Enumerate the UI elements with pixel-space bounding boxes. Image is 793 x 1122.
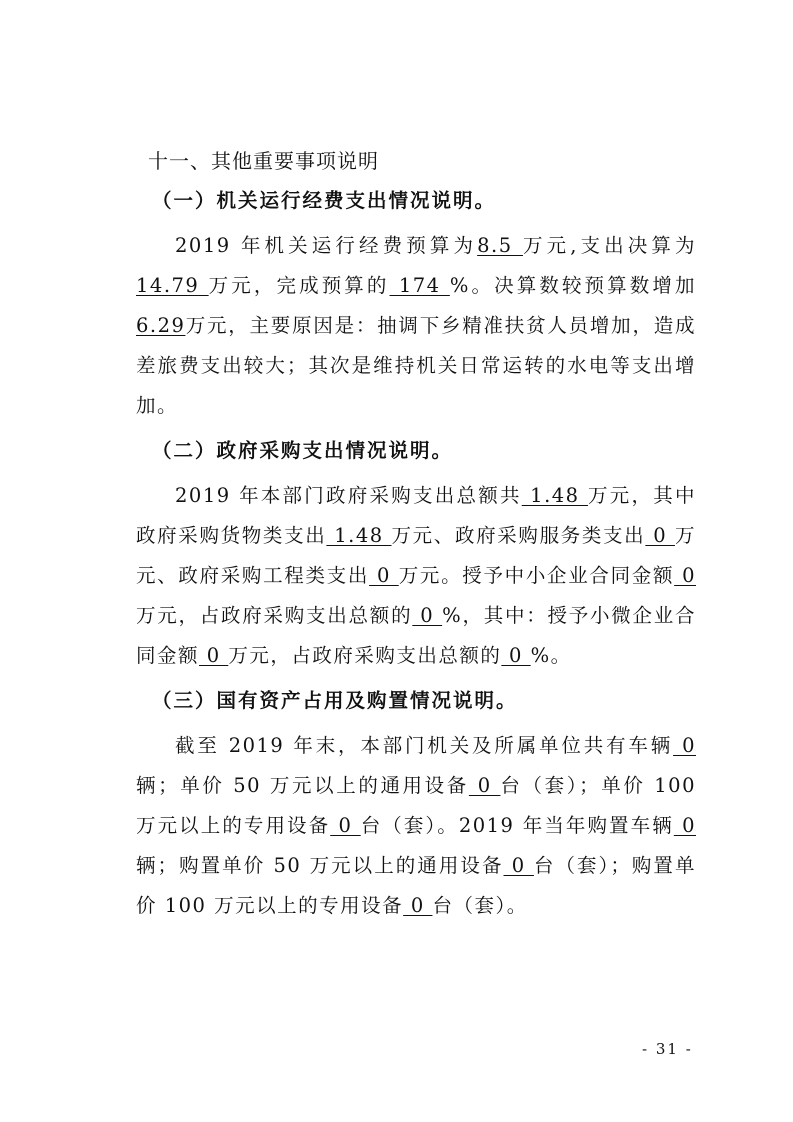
goods-value: 1.48 [326,524,392,547]
subsection-title-operating-expenses: （一）机关运行经费支出情况说明。 [152,189,497,212]
text: 台（套）。2019 年当年购置车辆 [360,814,674,837]
micro-share: 0 [501,644,531,667]
text: 台（套）；购置单价 100 万元以上的专用设备 [136,854,696,917]
text: 万元，主要原因是：抽调下乡精准扶贫人员增加，造成差旅费支出较大；其次是维持机关日常运转的水电等支出增加。 [136,314,696,417]
paragraph-assets [136,726,696,926]
document-body [136,146,696,936]
sme-share: 0 [412,604,443,627]
text: 万元，完成预算的 [208,274,390,297]
text: 2019 年机关运行经费预算为 [175,234,478,257]
page-number: - 31 - [642,1040,693,1058]
text: 台（套）。 [432,894,528,917]
services-value: 0 [645,524,675,547]
subsection-title-assets: （三）国有资产占用及购置情况说明。 [152,689,518,712]
paragraph-procurement [136,476,696,676]
text: 2019 年本部门政府采购支出总额共 [175,484,522,507]
section-heading: 十一、其他重要事项说明 [148,149,379,173]
sme-contract-value: 0 [674,564,696,587]
text: 辆；单价 50 万元以上的通用设备 [136,774,469,797]
increase-value: 6.29 [136,314,186,337]
text: %，其中：授予小微企业合同金额 [136,604,696,667]
text: 万元，占政府采购支出总额的 [228,644,502,667]
general-equipment-count: 0 [468,774,501,797]
paragraph-operating-expenses [136,226,696,426]
text: 万元,支出决算为 [522,234,697,257]
special-equipment-count: 0 [330,814,361,837]
completion-rate: 174 [389,274,450,297]
text: 万元，占政府采购支出总额的 [136,604,413,627]
vehicle-count: 0 [673,734,697,757]
text: 截至 2019 年末，本部门机关及所属单位共有车辆 [175,734,674,757]
text: 万元，其中政府采购货物类支出 [136,484,696,547]
purchased-general-equipment-count: 0 [503,854,534,877]
text: 辆；购置单价 50 万元以上的通用设备 [136,854,504,877]
works-value: 0 [369,564,399,587]
subsection-title-procurement: （二）政府采购支出情况说明。 [152,439,454,462]
purchased-vehicle-count: 0 [673,814,696,837]
final-value: 14.79 [136,274,209,297]
budget-value: 8.5 [477,234,523,257]
text: 万元、政府采购工程类支出 [136,524,696,587]
text: 台（套）；单价 100 万元以上的专用设备 [136,774,696,837]
micro-contract-value: 0 [199,644,229,667]
text: 万元。授予中小企业合同金额 [398,564,675,587]
text: %。 [530,644,572,667]
text: 万元、政府采购服务类支出 [391,524,646,547]
purchased-special-equipment-count: 0 [403,894,433,917]
text: %。决算数较预算数增加 [449,274,696,297]
procurement-total: 1.48 [521,484,589,507]
